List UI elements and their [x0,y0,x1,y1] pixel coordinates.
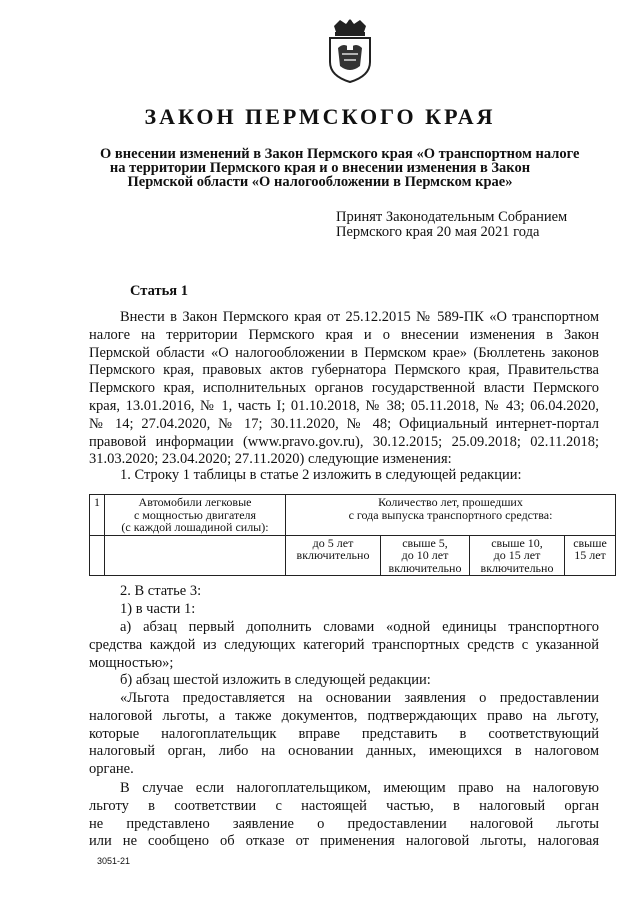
subtitle-line: Пермской области «О налогообложении в Пермском крае» [127,174,513,190]
adoption-note [336,210,567,240]
cell-line: свыше [573,535,607,550]
subtitle-line: на территории Пермского края и о внесении изменения в Закон [109,160,531,176]
coat-of-arms-emblem [324,18,376,84]
cell-line: свыше 10, [491,535,543,550]
adoption-line: Принят Законодательным Собранием [336,209,568,225]
item-2: 2. В статье 3: [120,583,202,599]
cell-line: включительно [388,560,462,575]
text-line: мощностью»; [89,654,174,671]
adoption-line: Пермского края 20 мая 2021 года [336,224,540,240]
text-line: 31.03.2020; 23.04.2020; 27.11.2020) следующие изменения: [89,451,452,468]
cell-line: включительно [296,548,370,562]
cell-line: с года выпуска транспортного средства: [348,507,553,522]
column-header [565,535,616,576]
text-line: Пермской области «О налогообложении в Пермском крае» (Бюллетень законов [89,344,599,361]
article-heading: Статья 1 [130,283,188,299]
empty-cell [90,535,105,576]
quoted-text [89,690,599,779]
text-line: не представлено заявление о предоставлении налоговой льготы [89,815,599,832]
text-line: налоговый орган, либо на основании данных, имеющихся в налоговом [89,743,599,760]
column-header [381,535,470,576]
cell-line: с мощностью двигателя [133,507,257,522]
sub-item-b: б) абзац шестой изложить в следующей редакции: [120,672,431,688]
sub-item-a [89,619,599,672]
text-line: Внести в Закон Пермского края от 25.12.2015 № 589-ПК «О транспортном [120,309,599,325]
cell-line: 15 лет [574,548,606,562]
cell-line: до 15 лет [493,548,541,562]
text-line: а) абзац первый дополнить словами «одной единицы транспортного [120,619,599,635]
final-paragraph [89,780,599,851]
column-header [286,535,381,576]
text-line: которые налогоплательщик вправе представить в соответствующий [89,725,599,742]
text-line: или не сообщено об отказе от применения налоговой льготы, налоговая [89,833,599,850]
text-line: правовой информации (www.pravo.gov.ru), 30.12.2015; 25.09.2018; 02.11.2018; [89,433,599,450]
column-header [470,535,565,576]
law-title: ЗАКОН ПЕРМСКОГО КРАЯ [144,104,496,129]
text-line: Пермского края, исполнительных органов государственной власти Пермского [89,380,599,397]
text-line: Пермского края, правовых актов губернатора Пермского края, Правительства [89,362,599,379]
cell-line: Автомобили легковые [138,495,252,509]
years-header-cell [286,495,616,536]
item-1: 1. Строку 1 таблицы в статье 2 изложить в следующей редакции: [120,467,522,483]
cell-line: до 10 лет [401,548,449,562]
table-row-number: 1 [90,495,105,536]
subtitle-line: О внесении изменений в Закон Пермского края «О транспортном налоге [100,146,580,162]
text-line: В случае если налогоплательщиком, имеющим право на налоговую [120,780,599,796]
cell-line: свыше 5, [402,535,448,550]
text-line: льготу в соответствии с настоящей частью, в налоговый орган [89,797,599,814]
cell-line: (с каждой лошадиной силы): [121,520,269,534]
empty-cell [105,535,286,576]
cell-line: включительно [480,560,554,575]
text-line: средства каждой из следующих категорий транспортных средств с указанной [89,636,599,653]
sub-item-1: 1) в части 1: [120,601,196,617]
text-line: «Льгота предоставляется на основании заявления о предоставлении [120,690,599,706]
intro-paragraph [89,309,599,469]
text-line: налоговой льготы, а также документов, подтверждающих право на льготу, [89,707,599,724]
text-line: № 14; 27.04.2020, № 17; 30.11.2020, № 48; Официальный интернет-портал [89,415,599,432]
document-code: 3051-21 [97,856,131,866]
tax-rate-table [89,494,616,576]
law-subtitle [100,146,580,190]
cell-line: Количество лет, прошедших [378,495,523,509]
text-line: органе. [89,761,134,778]
vehicle-category-cell [105,495,286,536]
cell-line: до 5 лет [312,535,354,550]
text-line: края, 13.01.2016, № 1, часть I; 01.10.2018, № 38; 05.11.2018, № 43; 06.04.2020, [89,397,599,414]
text-line: налоге на территории Пермского края и о внесении изменения в Закон [89,326,599,343]
